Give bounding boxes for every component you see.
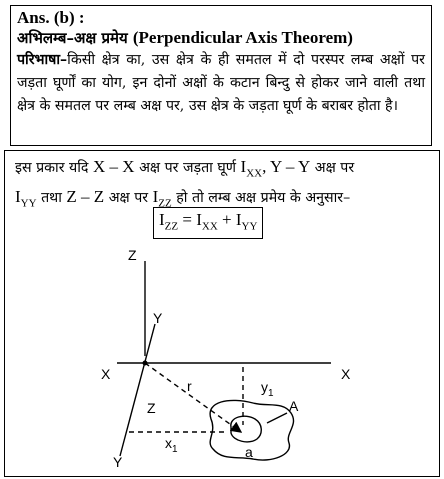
formula-equals: = — [178, 210, 197, 229]
statement-text: इस प्रकार यदि — [15, 160, 89, 176]
r-radius-line — [145, 363, 241, 432]
formula-lhs-sub: ZZ — [164, 220, 179, 233]
y1-subscript: 1 — [268, 388, 274, 399]
statement-text: तथा — [41, 190, 62, 207]
x1-label — [165, 435, 178, 455]
y-bottom-label: Y — [113, 454, 123, 470]
formula-plus: + — [217, 210, 236, 229]
answer-box — [10, 5, 432, 146]
formula-lhs: I — [159, 210, 165, 229]
element-label: a — [245, 444, 253, 460]
answer-label: Ans. (b) : — [17, 8, 85, 27]
theorem-heading — [17, 28, 425, 48]
x-right-label: X — [341, 366, 351, 382]
statement-text: अक्ष पर जड़ता घूर्ण — [139, 160, 236, 176]
definition-paragraph — [17, 49, 425, 118]
definition-lead: परिभाषा– — [17, 52, 68, 68]
axis-z-label: Z – Z — [66, 187, 105, 207]
definition-text: किसी क्षेत्र का, उस क्षेत्र के ही समतल में दो परस्पर लम्ब अक्षों पर जड़ता घूर्णों का योग, इन दोनों अक्षों के कटान बिन्दु से होकर जाने वाली तथा क्षेत्र के समतल पर लम्ब अक्ष पर, उस क्षेत्र के जड़ता घूर्ण के बराबर होता है। — [17, 52, 425, 114]
statement-text: हो तो लम्ब अक्ष प्रमेय के अनुसार– — [176, 190, 351, 207]
y-top-label: Y — [153, 310, 163, 326]
axis-y-label: , Y – Y — [262, 157, 311, 176]
izz-letter: I — [152, 187, 159, 207]
izz-subscript: ZZ — [158, 197, 172, 210]
axis-x-label: X – X — [92, 157, 135, 176]
x1-subscript: 1 — [172, 444, 178, 455]
z-bottom-label: Z — [147, 400, 156, 416]
formula-term2-sub: YY — [241, 220, 258, 233]
statement-text: अक्ष पर — [108, 190, 149, 207]
y1-label — [261, 379, 274, 399]
element-region-inner — [231, 416, 261, 442]
r-label: r — [187, 378, 192, 394]
area-pointer — [267, 413, 287, 423]
formula-term2: I — [235, 210, 242, 229]
ixx-subscript: XX — [246, 167, 263, 180]
axes-diagram — [5, 151, 441, 478]
iyy-subscript: YY — [20, 197, 37, 210]
origin-point — [143, 361, 148, 366]
heading-hindi: अभिलम्ब–अक्ष प्रमेय — [17, 29, 128, 47]
x1-letter: x — [165, 435, 172, 451]
statement-text: अक्ष पर — [314, 160, 355, 176]
z-top-label: Z — [128, 247, 137, 263]
area-label: A — [289, 398, 299, 414]
theorem-box — [4, 150, 440, 477]
formula-term1: I — [196, 210, 202, 229]
formula-term1-sub: XX — [201, 220, 218, 233]
y-axis-line — [120, 324, 155, 456]
y1-letter: y — [261, 379, 268, 395]
x-left-label: X — [101, 366, 111, 382]
heading-english: (Perpendicular Axis Theorem) — [132, 28, 353, 47]
iyy-letter: I — [15, 187, 21, 207]
ixx-letter: I — [240, 157, 247, 176]
